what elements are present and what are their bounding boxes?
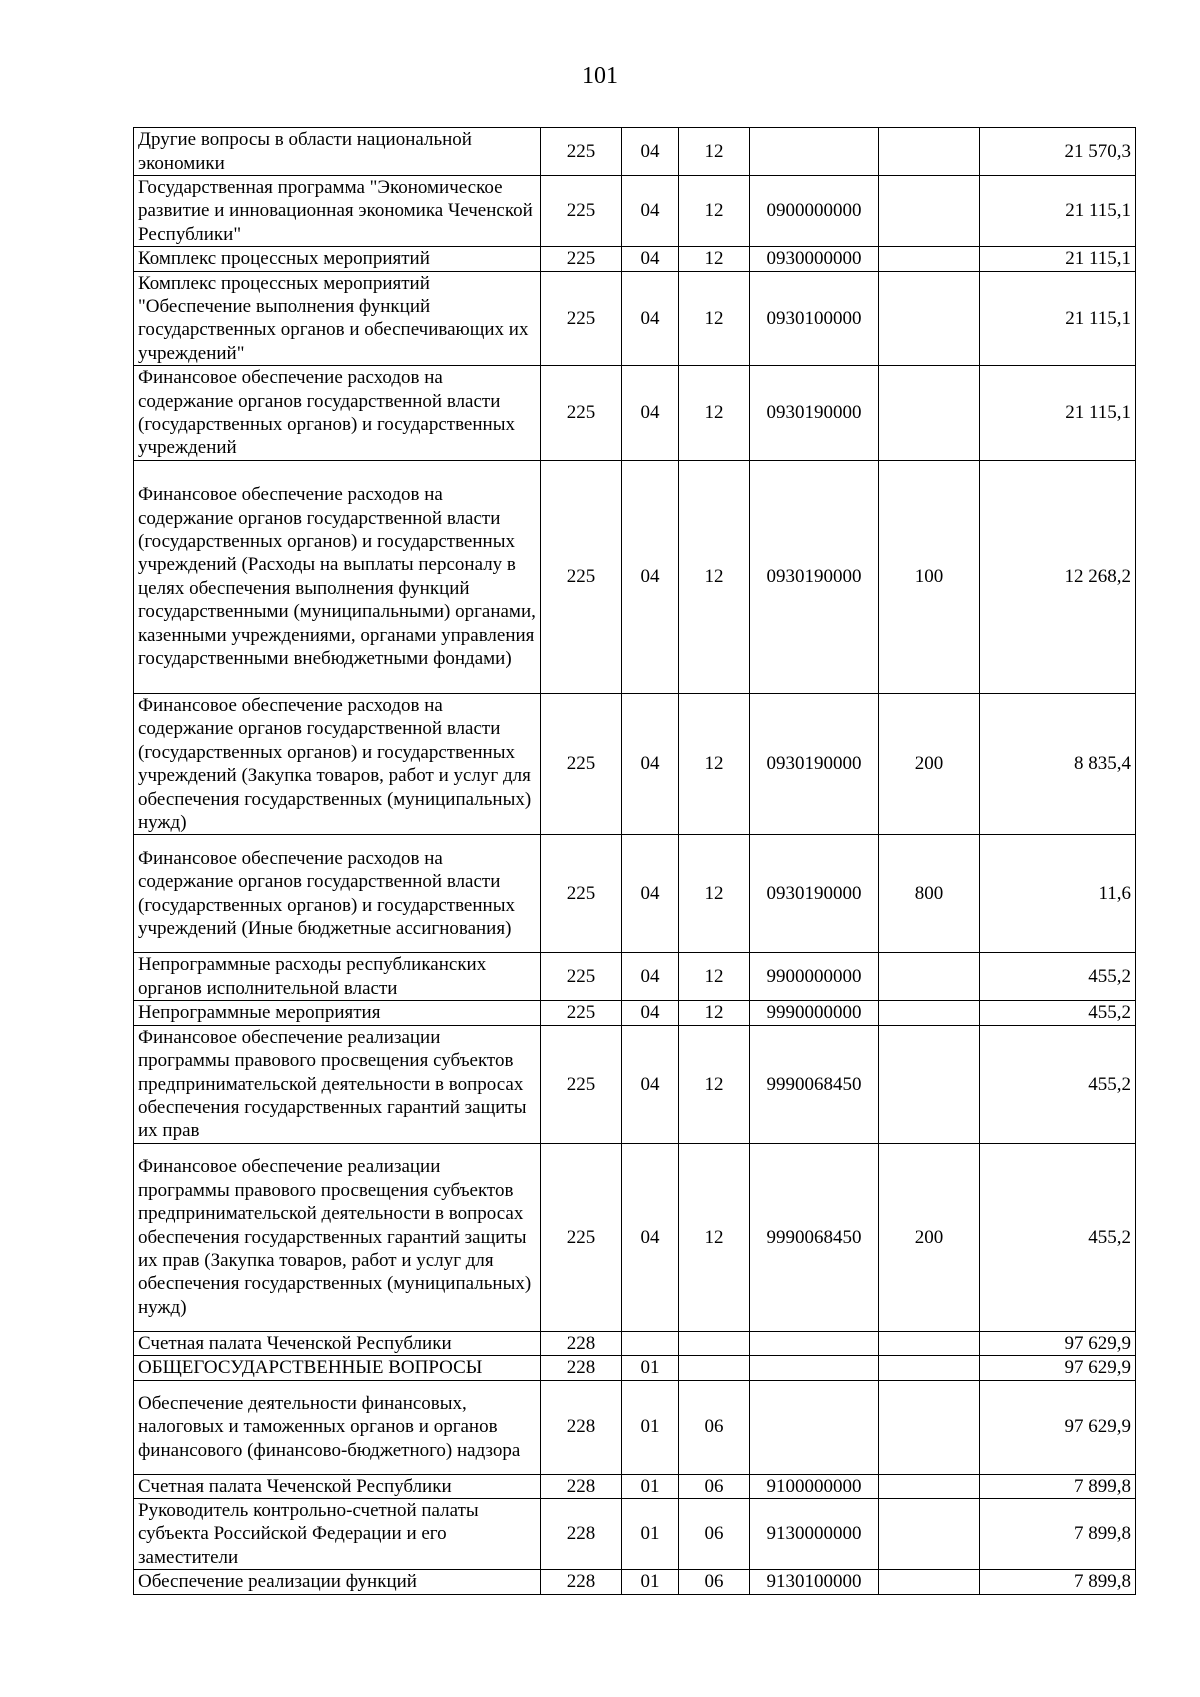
table-row <box>134 1498 1136 1569</box>
row-rz: 01 <box>622 1570 679 1594</box>
row-name: Государственная программа "Экономическое развитие и инновационная экономика Чеченской Республики" <box>134 176 541 247</box>
row-name: Непрограммные мероприятия <box>134 1001 541 1025</box>
row-sum: 7 899,8 <box>980 1570 1136 1594</box>
row-sum: 7 899,8 <box>980 1474 1136 1498</box>
row-name: Непрограммные расходы республиканских органов исполнительной власти <box>134 953 541 1001</box>
row-vr <box>879 271 980 366</box>
row-name: Комплекс процессных мероприятий "Обеспечение выполнения функций государственных органов и обеспечивающих их учреждений" <box>134 271 541 366</box>
row-rz: 04 <box>622 460 679 693</box>
row-csr <box>750 1380 879 1474</box>
table-row <box>134 1025 1136 1143</box>
row-pr: 12 <box>679 1001 750 1025</box>
row-sum: 97 629,9 <box>980 1356 1136 1380</box>
row-sum: 21 115,1 <box>980 366 1136 461</box>
row-vr <box>879 1001 980 1025</box>
row-ved: 225 <box>541 1143 622 1331</box>
row-rz: 01 <box>622 1498 679 1569</box>
row-csr: 0930000000 <box>750 247 879 271</box>
table-row <box>134 128 1136 176</box>
row-pr: 12 <box>679 693 750 834</box>
row-vr <box>879 1498 980 1569</box>
row-rz: 04 <box>622 835 679 953</box>
table-row <box>134 835 1136 953</box>
row-name: Финансовое обеспечение расходов на содержание органов государственной власти (государственных органов) и государственных учреждений (Иные бюджетные ассигнования) <box>134 835 541 953</box>
row-ved: 228 <box>541 1380 622 1474</box>
row-pr: 06 <box>679 1380 750 1474</box>
table-row <box>134 460 1136 693</box>
row-ved: 225 <box>541 247 622 271</box>
row-csr: 9990000000 <box>750 1001 879 1025</box>
budget-table <box>133 127 1136 1595</box>
table-row <box>134 366 1136 461</box>
row-sum: 97 629,9 <box>980 1380 1136 1474</box>
row-name: Обеспечение реализации функций <box>134 1570 541 1594</box>
table-row <box>134 1001 1136 1025</box>
row-name: Обеспечение деятельности финансовых, налоговых и таможенных органов и органов финансового (финансово-бюджетного) надзора <box>134 1380 541 1474</box>
row-name: Финансовое обеспечение расходов на содержание органов государственной власти (государственных органов) и государственных учреждений (Закупка товаров, работ и услуг для обеспечения государственных (муниципальных) нужд) <box>134 693 541 834</box>
row-sum: 455,2 <box>980 1143 1136 1331</box>
row-vr <box>879 953 980 1001</box>
row-ved: 225 <box>541 128 622 176</box>
table-row <box>134 1570 1136 1594</box>
row-csr <box>750 1331 879 1355</box>
row-rz: 04 <box>622 1001 679 1025</box>
row-ved: 225 <box>541 1001 622 1025</box>
row-csr: 0930100000 <box>750 271 879 366</box>
page-number: 101 <box>582 63 618 89</box>
row-rz <box>622 1331 679 1355</box>
row-ved: 225 <box>541 835 622 953</box>
row-rz: 04 <box>622 366 679 461</box>
row-ved: 228 <box>541 1498 622 1569</box>
row-csr <box>750 128 879 176</box>
row-pr: 06 <box>679 1474 750 1498</box>
row-sum: 11,6 <box>980 835 1136 953</box>
row-ved: 228 <box>541 1356 622 1380</box>
row-sum: 21 115,1 <box>980 247 1136 271</box>
row-rz: 04 <box>622 176 679 247</box>
row-vr <box>879 1331 980 1355</box>
row-pr: 12 <box>679 247 750 271</box>
row-name: Комплекс процессных мероприятий <box>134 247 541 271</box>
row-pr: 12 <box>679 953 750 1001</box>
table-row <box>134 953 1136 1001</box>
row-sum: 97 629,9 <box>980 1331 1136 1355</box>
row-vr: 800 <box>879 835 980 953</box>
row-vr <box>879 128 980 176</box>
table-row <box>134 1331 1136 1355</box>
row-rz: 04 <box>622 953 679 1001</box>
row-sum: 12 268,2 <box>980 460 1136 693</box>
row-name: ОБЩЕГОСУДАРСТВЕННЫЕ ВОПРОСЫ <box>134 1356 541 1380</box>
row-pr <box>679 1331 750 1355</box>
row-sum: 21 570,3 <box>980 128 1136 176</box>
row-name: Финансовое обеспечение реализации программы правового просвещения субъектов предпринимательской деятельности в вопросах обеспечения государственных гарантий защиты их прав (Закупка товаров, работ и услуг для обеспечения государственных (муниципальных) нужд) <box>134 1143 541 1331</box>
table-row <box>134 1356 1136 1380</box>
row-csr: 0930190000 <box>750 366 879 461</box>
row-sum: 455,2 <box>980 953 1136 1001</box>
row-name: Счетная палата Чеченской Республики <box>134 1331 541 1355</box>
row-pr: 12 <box>679 460 750 693</box>
row-ved: 225 <box>541 953 622 1001</box>
row-pr: 06 <box>679 1498 750 1569</box>
row-pr: 06 <box>679 1570 750 1594</box>
row-ved: 225 <box>541 271 622 366</box>
row-sum: 455,2 <box>980 1025 1136 1143</box>
row-vr: 100 <box>879 460 980 693</box>
row-vr <box>879 176 980 247</box>
row-name: Финансовое обеспечение реализации программы правового просвещения субъектов предпринимательской деятельности в вопросах обеспечения государственных гарантий защиты их прав <box>134 1025 541 1143</box>
row-name: Другие вопросы в области национальной экономики <box>134 128 541 176</box>
row-ved: 228 <box>541 1474 622 1498</box>
row-rz: 04 <box>622 128 679 176</box>
row-ved: 225 <box>541 693 622 834</box>
row-name: Счетная палата Чеченской Республики <box>134 1474 541 1498</box>
row-vr: 200 <box>879 693 980 834</box>
row-csr: 9990068450 <box>750 1025 879 1143</box>
row-vr <box>879 247 980 271</box>
row-ved: 228 <box>541 1331 622 1355</box>
row-sum: 21 115,1 <box>980 271 1136 366</box>
row-ved: 225 <box>541 460 622 693</box>
table-row <box>134 1474 1136 1498</box>
row-sum: 21 115,1 <box>980 176 1136 247</box>
row-ved: 225 <box>541 176 622 247</box>
row-vr <box>879 1380 980 1474</box>
row-vr: 200 <box>879 1143 980 1331</box>
row-vr <box>879 1356 980 1380</box>
row-rz: 04 <box>622 693 679 834</box>
row-csr: 0930190000 <box>750 693 879 834</box>
row-name: Руководитель контрольно-счетной палаты субъекта Российской Федерации и его заместители <box>134 1498 541 1569</box>
row-csr: 0930190000 <box>750 835 879 953</box>
row-pr: 12 <box>679 1025 750 1143</box>
row-csr: 9990068450 <box>750 1143 879 1331</box>
table-row <box>134 176 1136 247</box>
table-row <box>134 1380 1136 1474</box>
row-pr: 12 <box>679 835 750 953</box>
row-name: Финансовое обеспечение расходов на содержание органов государственной власти (государственных органов) и государственных учреждений (Расходы на выплаты персоналу в целях обеспечения выполнения функций государственными (муниципальными) органами, казенными учреждениями, органами управления государственными внебюджетными фондами) <box>134 460 541 693</box>
row-csr: 0900000000 <box>750 176 879 247</box>
table-row <box>134 271 1136 366</box>
row-sum: 455,2 <box>980 1001 1136 1025</box>
row-rz: 04 <box>622 271 679 366</box>
row-csr: 9900000000 <box>750 953 879 1001</box>
row-pr: 12 <box>679 271 750 366</box>
row-csr: 9130100000 <box>750 1570 879 1594</box>
row-pr: 12 <box>679 1143 750 1331</box>
row-rz: 04 <box>622 1025 679 1143</box>
row-sum: 8 835,4 <box>980 693 1136 834</box>
table-row <box>134 693 1136 834</box>
row-rz: 01 <box>622 1474 679 1498</box>
row-sum: 7 899,8 <box>980 1498 1136 1569</box>
row-ved: 225 <box>541 366 622 461</box>
row-vr <box>879 1474 980 1498</box>
row-rz: 01 <box>622 1356 679 1380</box>
row-ved: 228 <box>541 1570 622 1594</box>
row-pr: 12 <box>679 366 750 461</box>
row-vr <box>879 1570 980 1594</box>
row-csr: 0930190000 <box>750 460 879 693</box>
row-vr <box>879 366 980 461</box>
row-vr <box>879 1025 980 1143</box>
row-pr: 12 <box>679 176 750 247</box>
row-csr <box>750 1356 879 1380</box>
row-rz: 04 <box>622 1143 679 1331</box>
row-csr: 9100000000 <box>750 1474 879 1498</box>
row-pr <box>679 1356 750 1380</box>
row-name: Финансовое обеспечение расходов на содержание органов государственной власти (государственных органов) и государственных учреждений <box>134 366 541 461</box>
row-rz: 04 <box>622 247 679 271</box>
row-csr: 9130000000 <box>750 1498 879 1569</box>
row-pr: 12 <box>679 128 750 176</box>
row-ved: 225 <box>541 1025 622 1143</box>
table-row <box>134 1143 1136 1331</box>
table-row <box>134 247 1136 271</box>
row-rz: 01 <box>622 1380 679 1474</box>
